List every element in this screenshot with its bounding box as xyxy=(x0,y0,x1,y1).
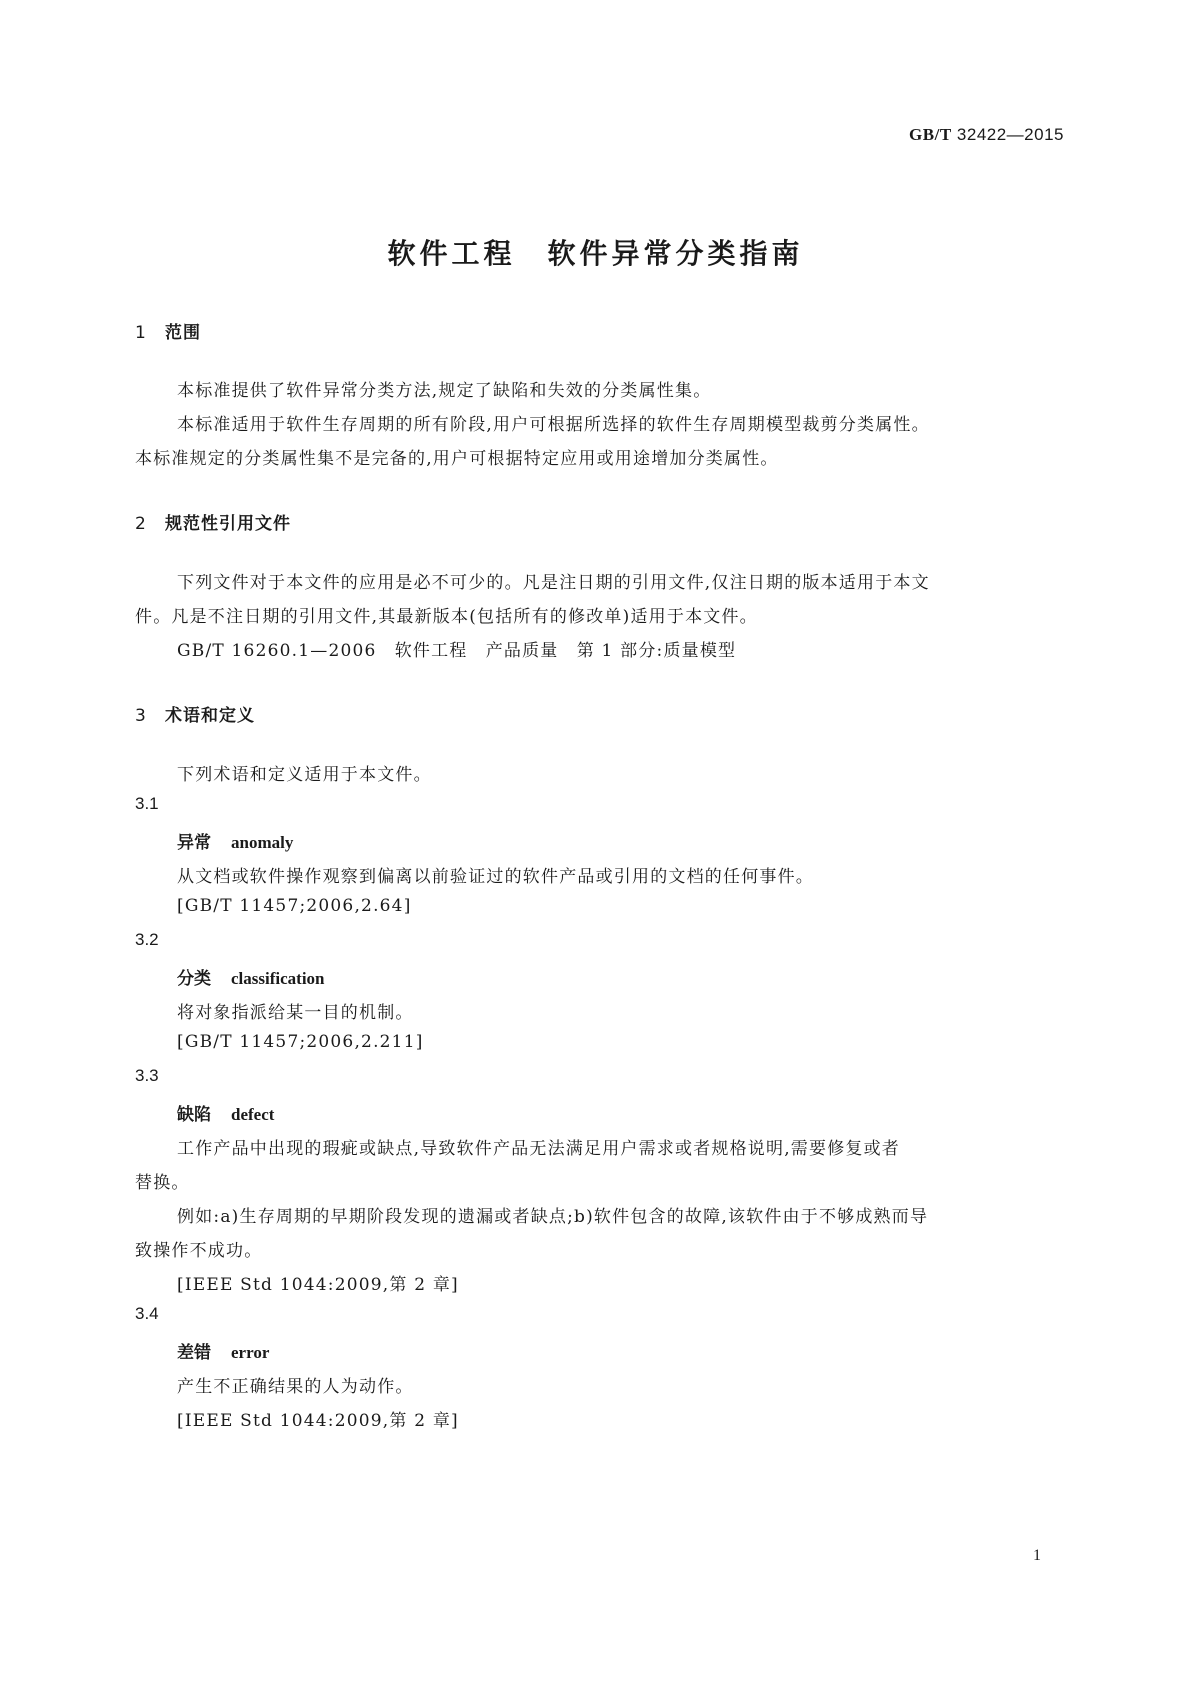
paragraph-line: 下列文件对于本文件的应用是必不可少的。凡是注日期的引用文件,仅注日期的版本适用于本文 xyxy=(177,573,930,593)
term-number: 3.3 xyxy=(135,1066,159,1085)
standard-code-prefix: GB/T xyxy=(909,125,952,144)
paragraph-line: 本标准适用于软件生存周期的所有阶段,用户可根据所选择的软件生存周期模型裁剪分类属性。 xyxy=(177,415,930,435)
section-heading-normative-references xyxy=(135,509,291,534)
term-en: error xyxy=(231,1343,270,1362)
term-number: 3.2 xyxy=(135,930,159,949)
section-number: 1 xyxy=(135,323,147,343)
term-zh: 差错 xyxy=(177,1343,211,1363)
term-definition: 工作产品中出现的瑕疵或缺点,导致软件产品无法满足用户需求或者规格说明,需要修复或者 xyxy=(177,1139,901,1159)
term-definition: 将对象指派给某一目的机制。 xyxy=(177,1003,414,1023)
document-title: 软件工程 软件异常分类指南 xyxy=(387,237,804,270)
paragraph-line: 本标准提供了软件异常分类方法,规定了缺陷和失效的分类属性集。 xyxy=(177,381,712,401)
term-example: 例如:a)生存周期的早期阶段发现的遗漏或者缺点;b)软件包含的故障,该软件由于不够成熟而导 xyxy=(177,1207,929,1227)
term-definition: 产生不正确结果的人为动作。 xyxy=(177,1377,414,1397)
term-en: defect xyxy=(231,1105,275,1124)
term-source: [IEEE Std 1044:2009,第 2 章] xyxy=(177,1411,459,1431)
paragraph-line: 下列术语和定义适用于本文件。 xyxy=(177,765,432,785)
term-zh: 分类 xyxy=(177,969,211,989)
reference-line: GB/T 16260.1—2006 软件工程 产品质量 第 1 部分:质量模型 xyxy=(177,641,737,661)
term-entry xyxy=(177,828,293,853)
term-definition: 从文档或软件操作观察到偏离以前验证过的软件产品或引用的文档的任何事件。 xyxy=(177,867,814,887)
section-title: 术语和定义 xyxy=(165,706,255,726)
term-entry xyxy=(177,1338,269,1363)
standard-code xyxy=(909,125,1064,145)
paragraph-line: 本标准规定的分类属性集不是完备的,用户可根据特定应用或用途增加分类属性。 xyxy=(135,449,779,469)
standard-code-number: 32422—2015 xyxy=(956,125,1064,144)
term-source: [GB/T 11457;2006,2.211] xyxy=(177,1032,424,1052)
section-number: 3 xyxy=(135,706,147,726)
page-number: 1 xyxy=(1033,1547,1041,1564)
term-entry xyxy=(177,1100,274,1125)
term-definition: 替换。 xyxy=(135,1173,190,1193)
term-number: 3.1 xyxy=(135,794,159,813)
term-en: anomaly xyxy=(231,833,294,852)
term-source: [GB/T 11457;2006,2.64] xyxy=(177,896,412,916)
section-number: 2 xyxy=(135,514,147,534)
section-heading-scope xyxy=(135,318,201,343)
paragraph-line: 件。凡是不注日期的引用文件,其最新版本(包括所有的修改单)适用于本文件。 xyxy=(135,607,758,627)
term-zh: 异常 xyxy=(177,833,211,853)
term-en: classification xyxy=(231,969,325,988)
term-zh: 缺陷 xyxy=(177,1105,211,1125)
term-number: 3.4 xyxy=(135,1304,159,1323)
section-heading-terms xyxy=(135,701,255,726)
term-example: 致操作不成功。 xyxy=(135,1241,263,1261)
term-entry xyxy=(177,964,325,989)
section-title: 规范性引用文件 xyxy=(165,514,291,534)
section-title: 范围 xyxy=(165,323,201,343)
term-source: [IEEE Std 1044:2009,第 2 章] xyxy=(177,1275,459,1295)
